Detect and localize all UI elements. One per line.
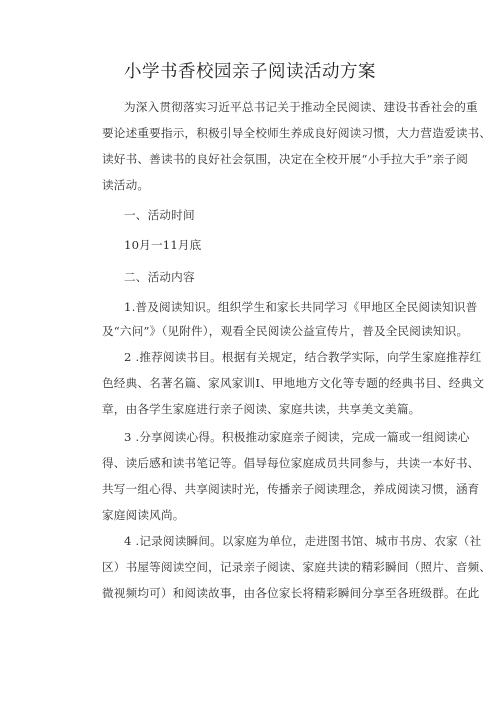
item3-line-2: 得、读后感和读书笔记等。倡导每位家庭成员共同参与，共读一本好书、 — [102, 456, 480, 470]
item1-line-1: 1.普及阅读知识。组织学生和家长共同学习《甲地区全民阅读知识普 — [124, 300, 478, 314]
section-heading-content: 二、活动内容 — [124, 270, 195, 284]
item1-line-2: 及“六问”》（见附件），观看全民阅读公益宣传片，普及全民阅读知识。 — [102, 324, 469, 338]
item4-line-2: 区）书屋等阅读空间，记录亲子阅读、家庭共读的精彩瞬间（照片、音频、 — [102, 560, 492, 574]
section-heading-time: 一、活动时间 — [124, 208, 195, 222]
item3-line-4: 家庭阅读风尚。 — [102, 508, 185, 522]
item2-line-2: 色经典、名著名篇、家风家训I、甲地地方文化等专题的经典书目、经典文 — [102, 376, 485, 390]
item3-line-3: 共写一组心得、共享阅读时光，传播亲子阅读理念，养成阅读习惯，涵育 — [102, 482, 480, 496]
item2-line-1: 2 .推荐阅读书目。根据有关规定，结合教学实际，向学生家庭推荐红 — [124, 350, 482, 364]
intro-line-2: 要论述重要指示，积极引导全校师生养成良好阅读习惯，大力营造爱读书、 — [102, 126, 492, 140]
document-title: 小学书香校园亲子阅读活动方案 — [124, 62, 376, 82]
intro-line-4: 读活动。 — [102, 178, 150, 192]
item4-line-3: 微视频均可）和阅读故事，由各位家长将精彩瞬间分享至各班级群。在此 — [102, 586, 480, 600]
activity-time-value: 10月一11月底 — [124, 238, 202, 252]
intro-line-3: 读好书、善读书的良好社会氛围，决定在全校开展“小手拉大手”亲子阅 — [102, 152, 469, 166]
item4-line-1: 4 .记录阅读瞬间。以家庭为单位，走进图书馆、城市书房、农家（社 — [124, 534, 482, 548]
item3-line-1: 3 .分享阅读心得。积极推动家庭亲子阅读，完成一篇或一组阅读心 — [124, 430, 470, 444]
item2-line-3: 章，由各学生家庭进行亲子阅读、家庭共读，共享美文美篇。 — [102, 402, 421, 416]
intro-line-1: 为深入贯彻落实习近平总书记关于推动全民阅读、建设书香社会的重 — [124, 100, 478, 114]
